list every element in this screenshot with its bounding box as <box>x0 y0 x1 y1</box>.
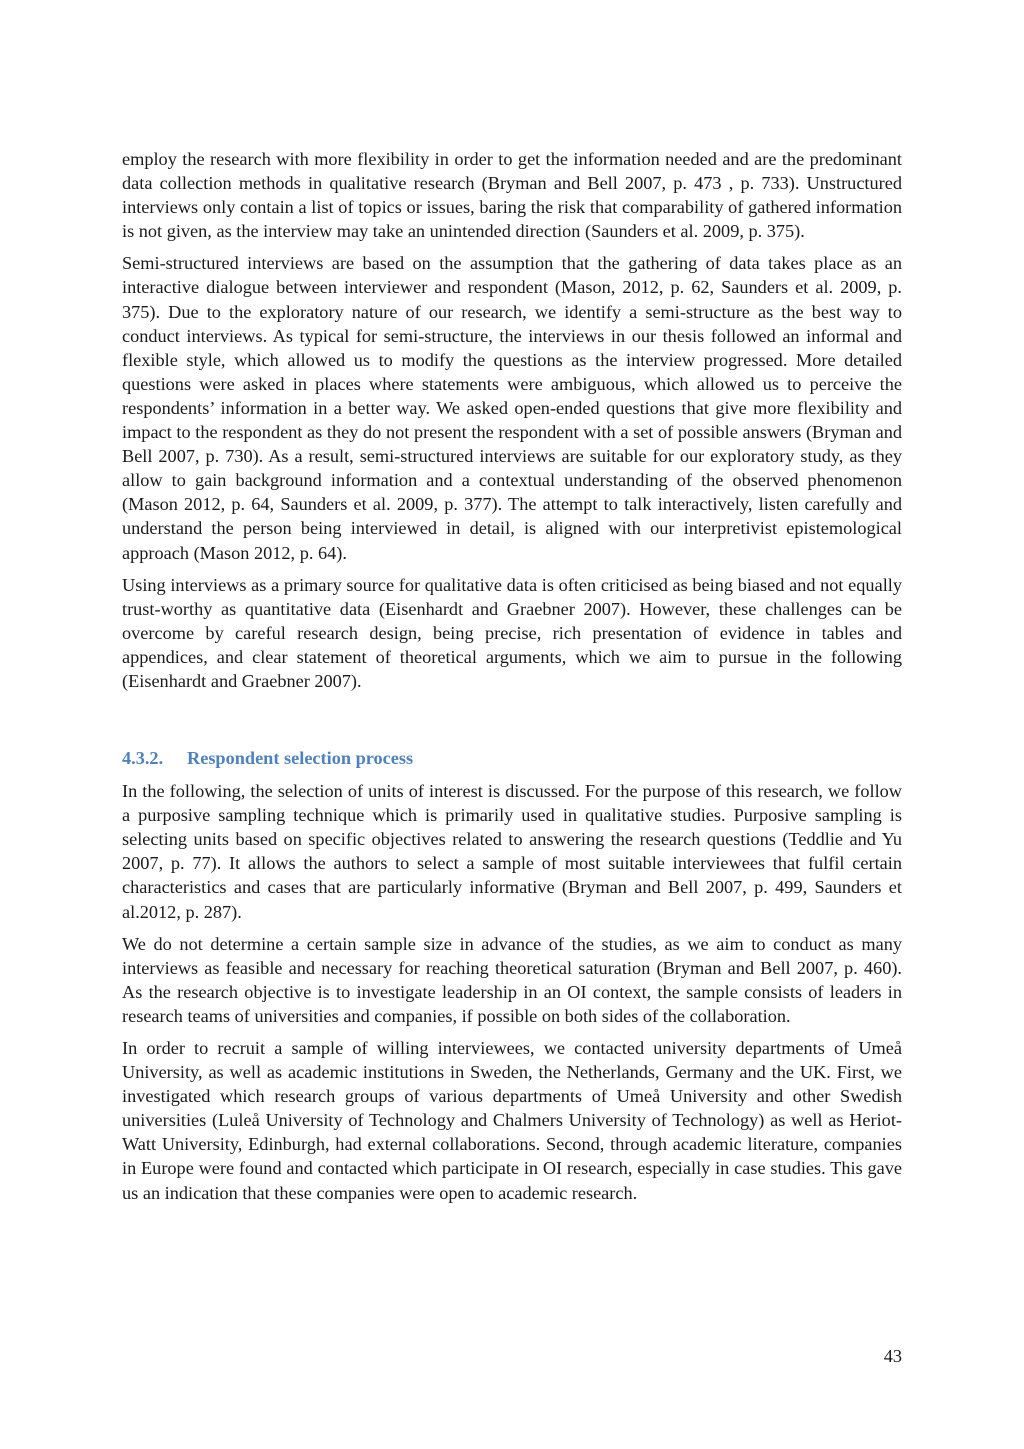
paragraph-sample-size: We do not determine a certain sample size in advance of the studies, as we aim to conduct as many interviews as feasible and necessary for reaching theoretical saturation (Bryman and Bell 2007, p. 460). As the research objective is to investigate leadership in an OI context, the sample consists of leaders in research teams of universities and companies, if possible on both sides of the collaboration. <box>122 933 902 1026</box>
paragraph-semi-structured-interviews: Semi-structured interviews are based on the assumption that the gathering of data takes place as an interactive dialogue between interviewer and respondent (Mason, 2012, p. 62, Saunders et al. 2009, p. 375). Due to the exploratory nature of our research, we identify a semi-structure as the best way to conduct interviews. As typical for semi-structure, the interviews in our thesis followed an informal and flexible style, which allowed us to modify the questions as the interview progressed. More detailed questions were asked in places where statements were ambiguous, which allowed us to perceive the respondents’ information in a better way. We asked open-ended questions that give more flexibility and impact to the respondent as they do not present the respondent with a set of possible answers (Bryman and Bell 2007, p. 730). As a result, semi-structured interviews are suitable for our exploratory study, as they allow to gain background information and a contextual understanding of the observed phenomenon (Mason 2012, p. 64, Saunders et al. 2009, p. 377). The attempt to talk interactively, listen carefully and understand the person being interviewed in detail, is aligned with our interpretivist epistemological approach (Mason 2012, p. 64). <box>122 253 902 563</box>
section-title: Respondent selection process <box>187 748 414 769</box>
paragraph-interview-criticism: Using interviews as a primary source for qualitative data is often criticised as being biased and not equally trust-worthy as quantitative data (Eisenhardt and Graebner 2007). However, these challenges can be overcome by careful research design, being precise, rich presentation of evidence in tables and appendices, and clear statement of theoretical arguments, which we aim to pursue in the following (Eisenhardt and Graebner 2007). <box>122 574 902 691</box>
page-number: 43 <box>883 1346 902 1366</box>
page-body <box>122 147 902 1213</box>
paragraph-interview-methods: employ the research with more flexibility in order to get the information needed and are the predominant data collection methods in qualitative research (Bryman and Bell 2007, p. 473 , p. 733). Unstructured interviews only contain a list of topics or issues, baring the risk that comparability of gathered information is not given, as the interview may take an unintended direction (Saunders et al. 2009, p. 375). <box>122 149 902 242</box>
section-heading <box>122 746 902 770</box>
section-number: 4.3.2. <box>122 748 164 769</box>
paragraph-recruitment: In order to recruit a sample of willing interviewees, we contacted university departments of Umeå University, as well as academic institutions in Sweden, the Netherlands, Germany and the UK. First, we investigated which research groups of various departments of Umeå University and other Swedish universities (Luleå University of Technology and Chalmers University of Technology) as well as Heriot-Watt University, Edinburgh, had external collaborations. Second, through academic literature, companies in Europe were found and contacted which participate in OI research, especially in case studies. This gave us an indication that these companies were open to academic research. <box>122 1038 902 1203</box>
paragraph-purposive-sampling: In the following, the selection of units of interest is discussed. For the purpose of this research, we follow a purposive sampling technique which is primarily used in qualitative studies. Purposive sampling is selecting units based on specific objectives related to answering the research questions (Teddlie and Yu 2007, p. 77). It allows the authors to select a sample of most suitable interviewees that fulfil certain characteristics and cases that are particularly informative (Bryman and Bell 2007, p. 499, Saunders et al.2012, p. 287). <box>122 781 902 922</box>
